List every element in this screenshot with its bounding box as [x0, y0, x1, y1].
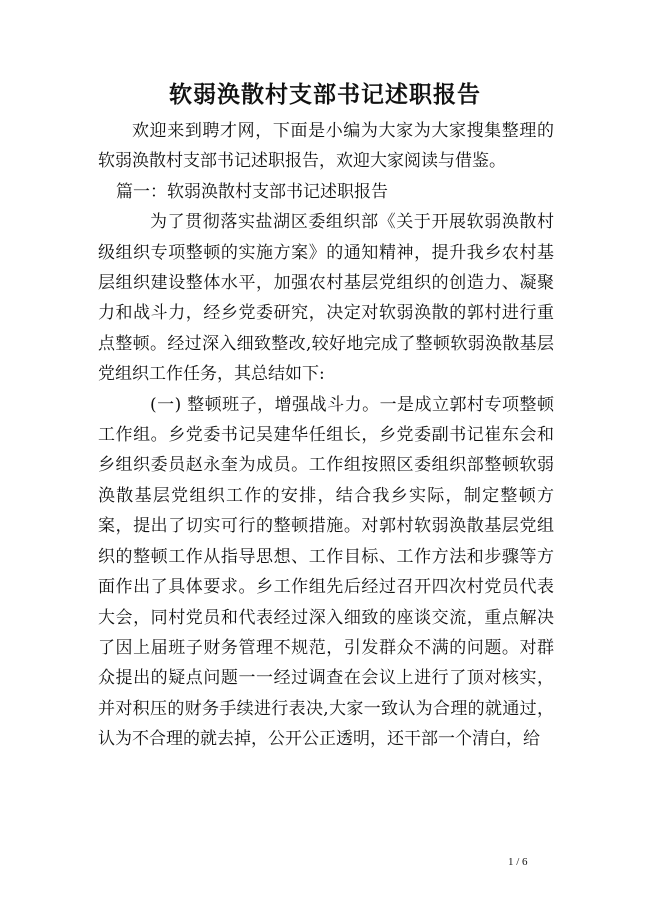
document-title: 软弱涣散村支部书记述职报告: [169, 81, 481, 108]
document-body: [98, 116, 554, 755]
section-heading: 篇一：软弱涣散村支部书记述职报告: [116, 181, 388, 202]
body-paragraph: 为了贯彻落实盐湖区委组织部《关于开展软弱涣散村级组织专项整顿的实施方案》的通知精神，提升我乡农村基层组织建设整体水平，加强农村基层党组织的创造力、凝聚力和战斗力，经乡党委研究，决定对软弱涣散的郭村进行重点整顿。经过深入细致整改,较好地完成了整顿软弱涣散基层党组织工作任务，其总结如下:: [98, 212, 554, 385]
intro-paragraph: 欢迎来到聘才网，下面是小编为大家为大家搜集整理的软弱涣散村支部书记述职报告，欢迎大家阅读与借鉴。: [98, 121, 554, 172]
page-number: 1 / 6: [508, 856, 528, 868]
body-paragraph: (一) 整顿班子，增强战斗力。一是成立郭村专项整顿工作组。乡党委书记吴建华任组长，乡党委副书记崔东会和乡组织委员赵永奎为成员。工作组按照区委组织部整顿软弱涣散基层党组织工作的安排，结合我乡实际，制定整顿方案，提出了切实可行的整顿措施。对郭村软弱涣散基层党组织的整顿工作从指导思想、工作目标、工作方法和步骤等方面作出了具体要求。乡工作组先后经过召开四次村党员代表大会，同村党员和代表经过深入细致的座谈交流，重点解决了因上届班子财务管理不规范，引发群众不满的问题。对群众提出的疑点问题一一经过调查在会议上进行了顶对核实，并对积压的财务手续进行表决,大家一致认为合理的就通过，认为不合理的就去掉，公开公正透明，还干部一个清白，给: [98, 394, 554, 750]
